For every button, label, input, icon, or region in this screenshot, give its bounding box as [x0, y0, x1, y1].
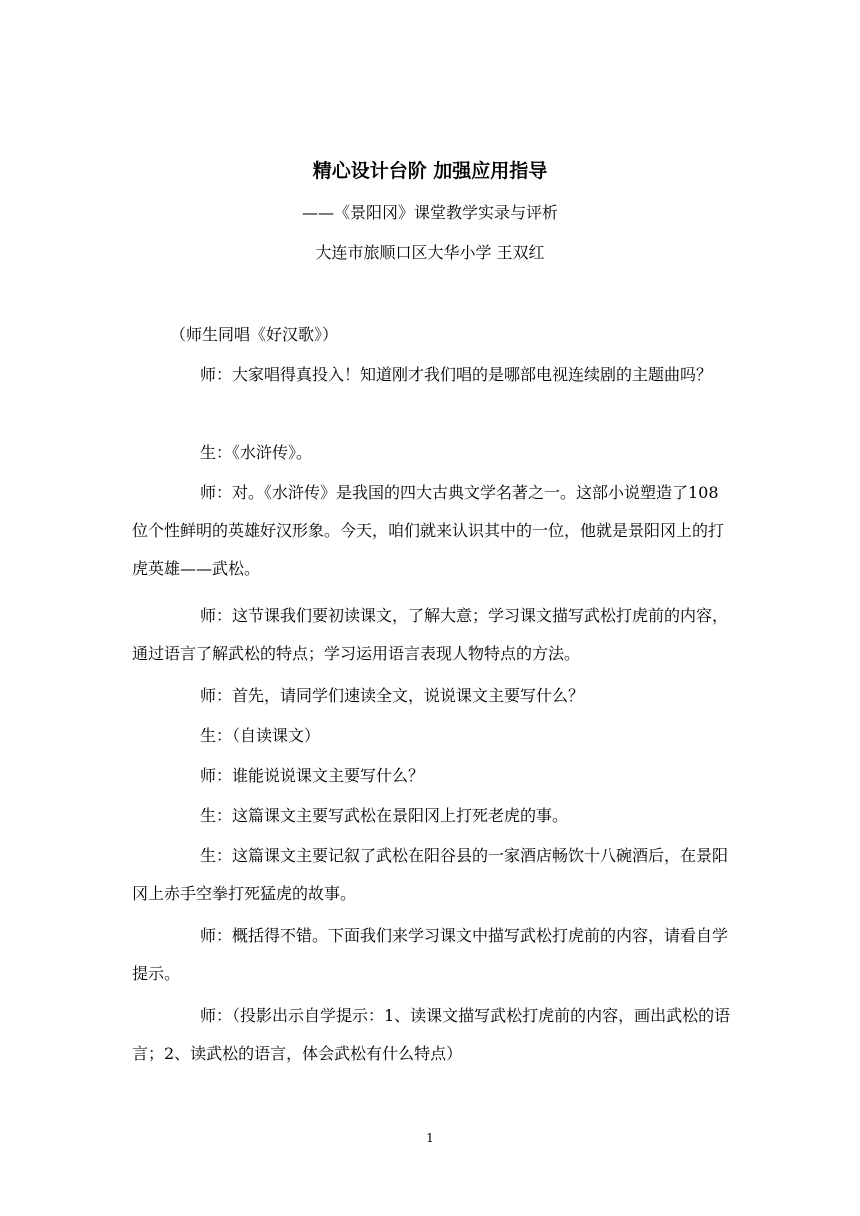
paragraph-4: 师：对。《水浒传》是我国的四大古典文学名著之一。这部小说塑造了108位个性鲜明的英雄好汉形象。今天，咱们就来认识其中的一位，他就是景阳冈上的打虎英雄——武松。 [132, 483, 725, 578]
paragraph-12: 师：（投影出示自学提示：1、读课文描写武松打虎前的内容，画出武松的语言；2、读武松的语言，体会武松有什么特点） [132, 1006, 731, 1063]
paragraph-11: 师：概括得不错。下面我们来学习课文中描写武松打虎前的内容，请看自学提示。 [132, 926, 729, 983]
paragraph-10: 生：这篇课文主要记叙了武松在阳谷县的一家酒店畅饮十八碗酒后，在景阳冈上赤手空拳打死猛虎的故事。 [132, 846, 729, 903]
paragraph-8: 师：谁能说说课文主要写什么？ [200, 766, 425, 785]
paragraph-1: （师生同唱《好汉歌》） [170, 325, 339, 344]
paragraph-7: 生：（自读课文） [200, 726, 321, 745]
page-number: 1 [426, 1131, 434, 1145]
document-subtitle: ——《景阳冈》课堂教学实录与评析 [301, 203, 558, 222]
document-title: 精心设计台阶 加强应用指导 [312, 160, 548, 182]
paragraph-6: 师：首先，请同学们速读全文，说说课文主要写什么？ [200, 686, 585, 705]
paragraph-5: 师：这节课我们要初读课文，了解大意；学习课文描写武松打虎前的内容，通过语言了解武松的特点；学习运用语言表现人物特点的方法。 [132, 606, 729, 663]
paragraph-3: 生：《水浒传》。 [200, 443, 313, 462]
paragraph-2: 师：大家唱得真投入！知道刚才我们唱的是哪部电视连续剧的主题曲吗？ [200, 365, 713, 384]
document-author: 大连市旅顺口区大华小学 王双红 [315, 243, 545, 262]
paragraph-9: 生：这篇课文主要写武松在景阳冈上打死老虎的事。 [200, 806, 569, 825]
